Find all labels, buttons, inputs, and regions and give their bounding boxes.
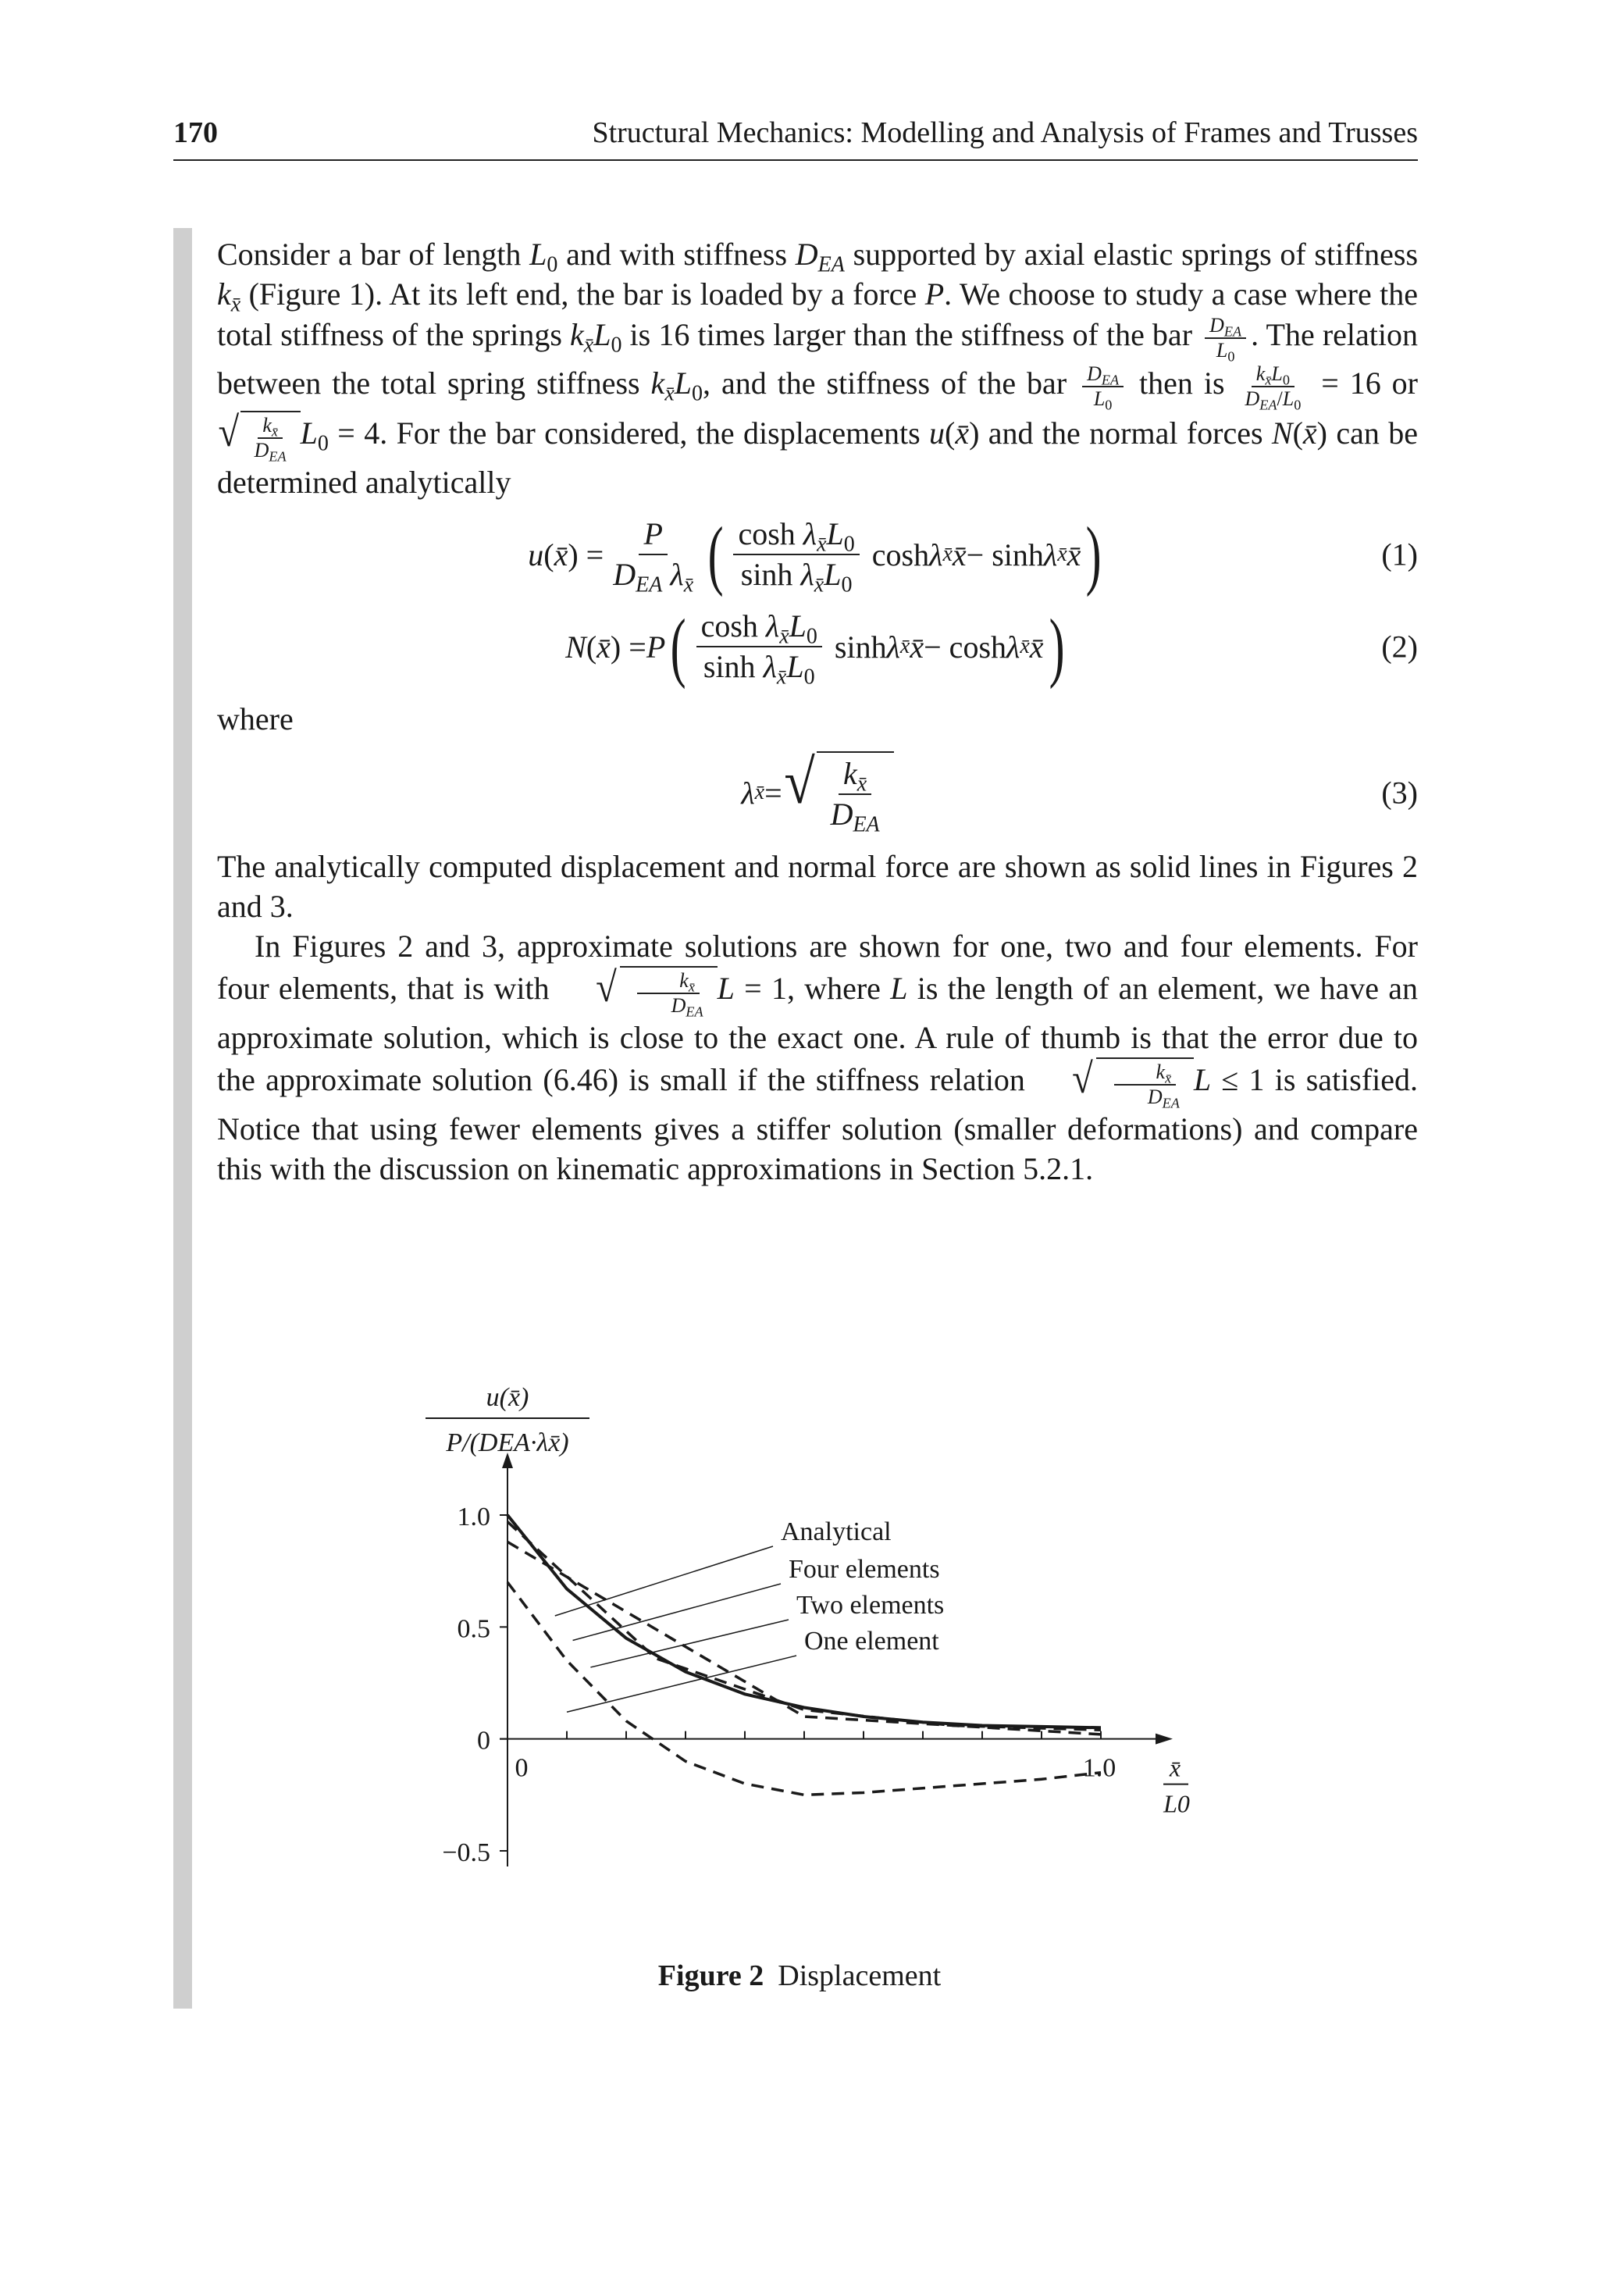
paragraph-3: In Figures 2 and 3, approximate solutions are shown for one, two and four elements. For four elements, that is with √ $\frac{k_{x̄}}{D_{EA}}$ L = 1, where L is the length of an element, we have an approximate solution, which is close to the exact one. A rule of thumb is that the error due to the approximate solution (6.46) is small if the stiffness relation √ $\frac{k_{x̄}}{D_{EA}}$ L ≤ 1 is satisfied. Notice that using fewer elements gives a stiffer solution (smaller deformations) and compare this with the discussion on kinematic approximations in Section 5.2.1. xyxy=(217,929,1419,1186)
example-side-bar xyxy=(173,228,192,2009)
body-text xyxy=(217,234,1418,1189)
running-header xyxy=(173,116,1418,161)
paragraph-2: The analytically computed displacement and normal force are shown as solid lines in Figures 2 and 3. xyxy=(217,849,1418,924)
figure-caption-text: Displacement xyxy=(778,1959,942,1992)
equation-number: (2) xyxy=(1381,629,1418,665)
page-number: 170 xyxy=(173,116,218,149)
series-label: Two elements xyxy=(796,1591,945,1620)
series-label: One element xyxy=(804,1627,939,1656)
series-label: Analytical xyxy=(781,1517,892,1546)
paragraph-1: Consider a bar of length $L_0$ and with stiffness $D_{EA}$ supported by axial elastic springs of stiffness $k_{x̄}$ (Figure 1). At its left end, the bar is loaded by a force P. We choose to study a case where the total stiffness of the springs $k_{x̄}L_0$ is 16 times larger than the stiffness of the bar $\frac{D_{EA}}{L_0}$ . The relation between the total spring stiffness $k_{x̄}L_0$, and the stiffness of the bar $\frac{D_{EA}}{L_0}$ then is $\frac{k_{x̄}L_0}{D_{EA}/L_0}$ = 16 or √ $\frac{k_{x̄}}{D_{EA}}$ $L_0 = 4$. For the bar considered, the displacements u(x̄) and the normal forces N(x̄) can be determined analytically xyxy=(217,237,1419,500)
series-line-1 xyxy=(507,1515,1101,1727)
equation-2: N ( x̄ ) = P ( $\frac{\cosh \lambda_{x̄}L_0}{\sinh \lambda_{x̄}L_0}$ sinh λ x̄ x̄ − cosh λ x̄ x̄ ) (2) xyxy=(565,603,1418,690)
equation-number: (3) xyxy=(1381,775,1418,811)
series-line-2 xyxy=(507,1522,1101,1731)
series-label: Four elements xyxy=(789,1555,940,1584)
x-tick-label: 1.0 xyxy=(1082,1753,1116,1783)
equation-number: (1) xyxy=(1381,537,1418,572)
x-tick-label: 0 xyxy=(515,1753,529,1783)
leader-line xyxy=(567,1656,796,1712)
x-axis-label-denominator: L0 xyxy=(1163,1789,1190,1818)
displacement-chart xyxy=(390,1359,1265,1921)
running-title: Structural Mechanics: Modelling and Analysis of Frames and Trusses xyxy=(592,116,1418,149)
y-tick-label: 1.0 xyxy=(457,1503,490,1531)
y-tick-label: 0.5 xyxy=(457,1614,490,1644)
y-tick-label: 0 xyxy=(477,1726,490,1756)
leader-line xyxy=(555,1546,773,1616)
y-tick-label: −0.5 xyxy=(442,1838,490,1867)
x-axis-arrow xyxy=(1156,1734,1173,1745)
figure-caption xyxy=(0,1959,1599,1993)
equation-3: λ x̄ = √ $\frac{k_{x̄}}{D_{EA}}$ (3) xyxy=(741,748,1418,837)
figure-label: Figure 2 xyxy=(657,1959,764,1992)
y-axis-label-denominator: P/(DEA·λx̄) xyxy=(446,1428,569,1457)
where-label: where xyxy=(217,701,294,736)
equation-1: u ( x̄ ) = $\frac{P}{D_{EA} \lambda_{x̄}}$ ( $\frac{\cosh \lambda_{x̄}L_0}{\sinh \lambda_{x̄}L_0}$ cosh λ x̄ x̄ − sinh λ x̄ x̄ ) (1) xyxy=(528,511,1418,597)
x-axis-label-numerator: x̄ xyxy=(1169,1753,1181,1782)
y-axis-label-numerator: u(x̄) xyxy=(486,1383,529,1412)
